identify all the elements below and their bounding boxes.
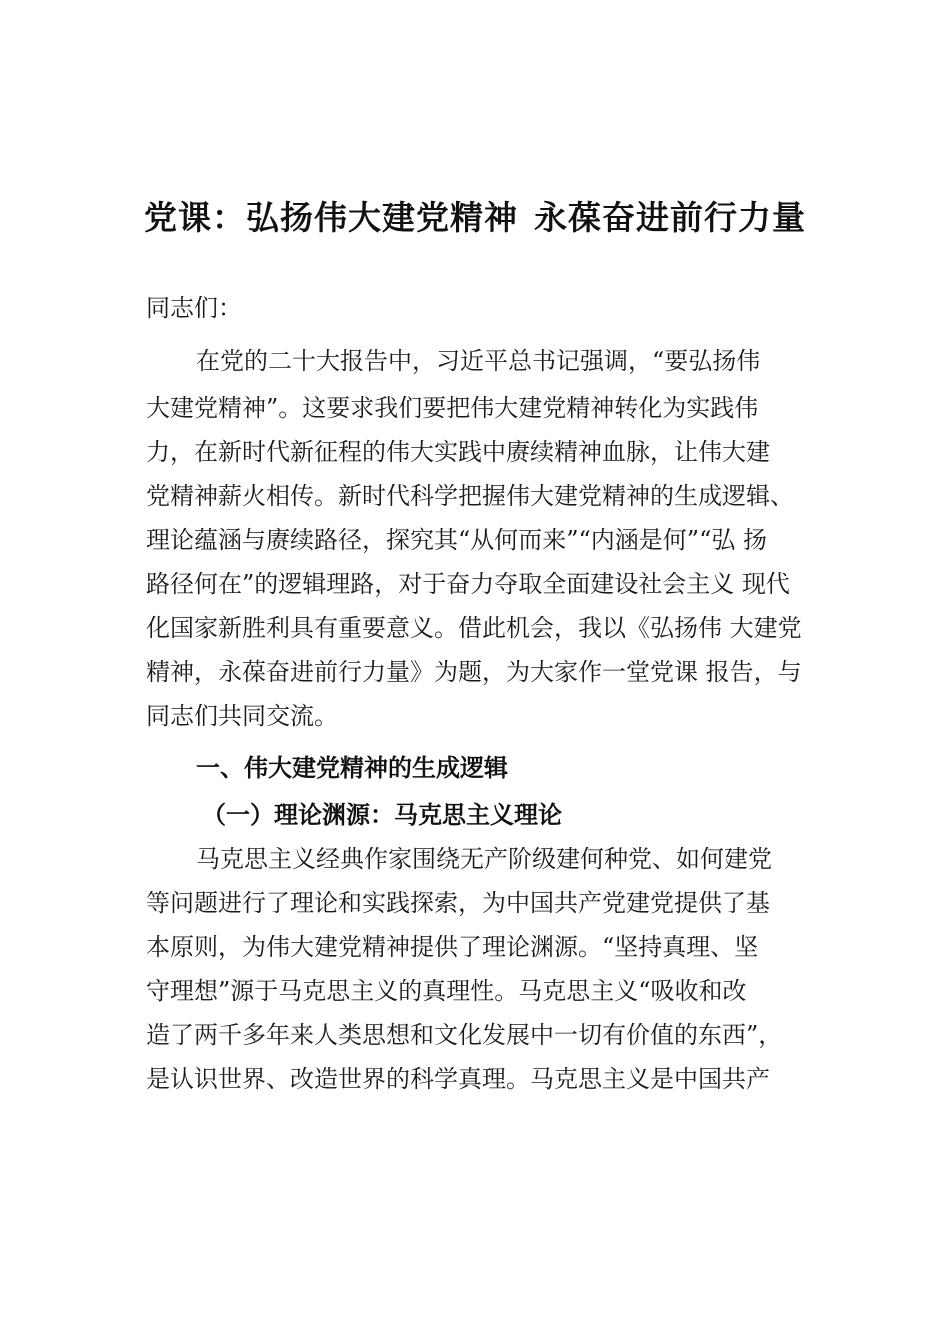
body-line: 守理想”源于马克思主义的真理性。马克思主义“吸收和改: [146, 977, 747, 1005]
intro-line: 化国家新胜利具有重要意义。借此机会，我以《弘扬伟 大建党: [146, 614, 802, 642]
body-line: 马克思主义经典作家围绕无产阶级建何种党、如何建党: [196, 845, 772, 873]
intro-line: 党精神薪火相传。新时代科学把握伟大建党精神的生成逻辑、: [146, 482, 794, 510]
title-part-2: 永葆奋进前行力量: [534, 198, 806, 237]
section-heading: 一、伟大建党精神的生成逻辑: [196, 754, 508, 782]
body-line: 等问题进行了理论和实践探索，为中国共产党建党提供了基: [146, 889, 770, 917]
body-line: 是认识世界、改造世界的科学真理。马克思主义是中国共产: [146, 1065, 770, 1093]
intro-line: 理论蕴涵与赓续路径，探究其“从何而来”“内涵是何”“弘 扬: [146, 526, 767, 554]
body-line: 造了两千多年来人类思想和文化发展中一切有价值的东西”，: [146, 1021, 783, 1049]
intro-line: 同志们共同交流。: [146, 702, 338, 730]
intro-line: 路径何在”的逻辑理路，对于奋力夺取全面建设社会主义 现代: [146, 570, 790, 598]
document-title: [0, 192, 950, 239]
subsection-heading: （一）理论渊源：马克思主义理论: [202, 801, 562, 829]
body-line: 本原则，为伟大建党精神提供了理论渊源。“坚持真理、坚: [146, 933, 759, 961]
salutation: 同志们：: [146, 294, 242, 322]
title-part-1: 党课：弘扬伟大建党精神: [144, 198, 518, 237]
intro-line: 精神，永葆奋进前行力量》为题，为大家作一堂党课 报告，与: [146, 658, 802, 686]
intro-line: 在党的二十大报告中，习近平总书记强调，“要弘扬伟: [196, 347, 761, 375]
intro-line: 力，在新时代新征程的伟大实践中赓续精神血脉，让伟大建: [146, 438, 770, 466]
intro-line: 大建党精神”。这要求我们要把伟大建党精神转化为实践伟: [146, 394, 759, 422]
